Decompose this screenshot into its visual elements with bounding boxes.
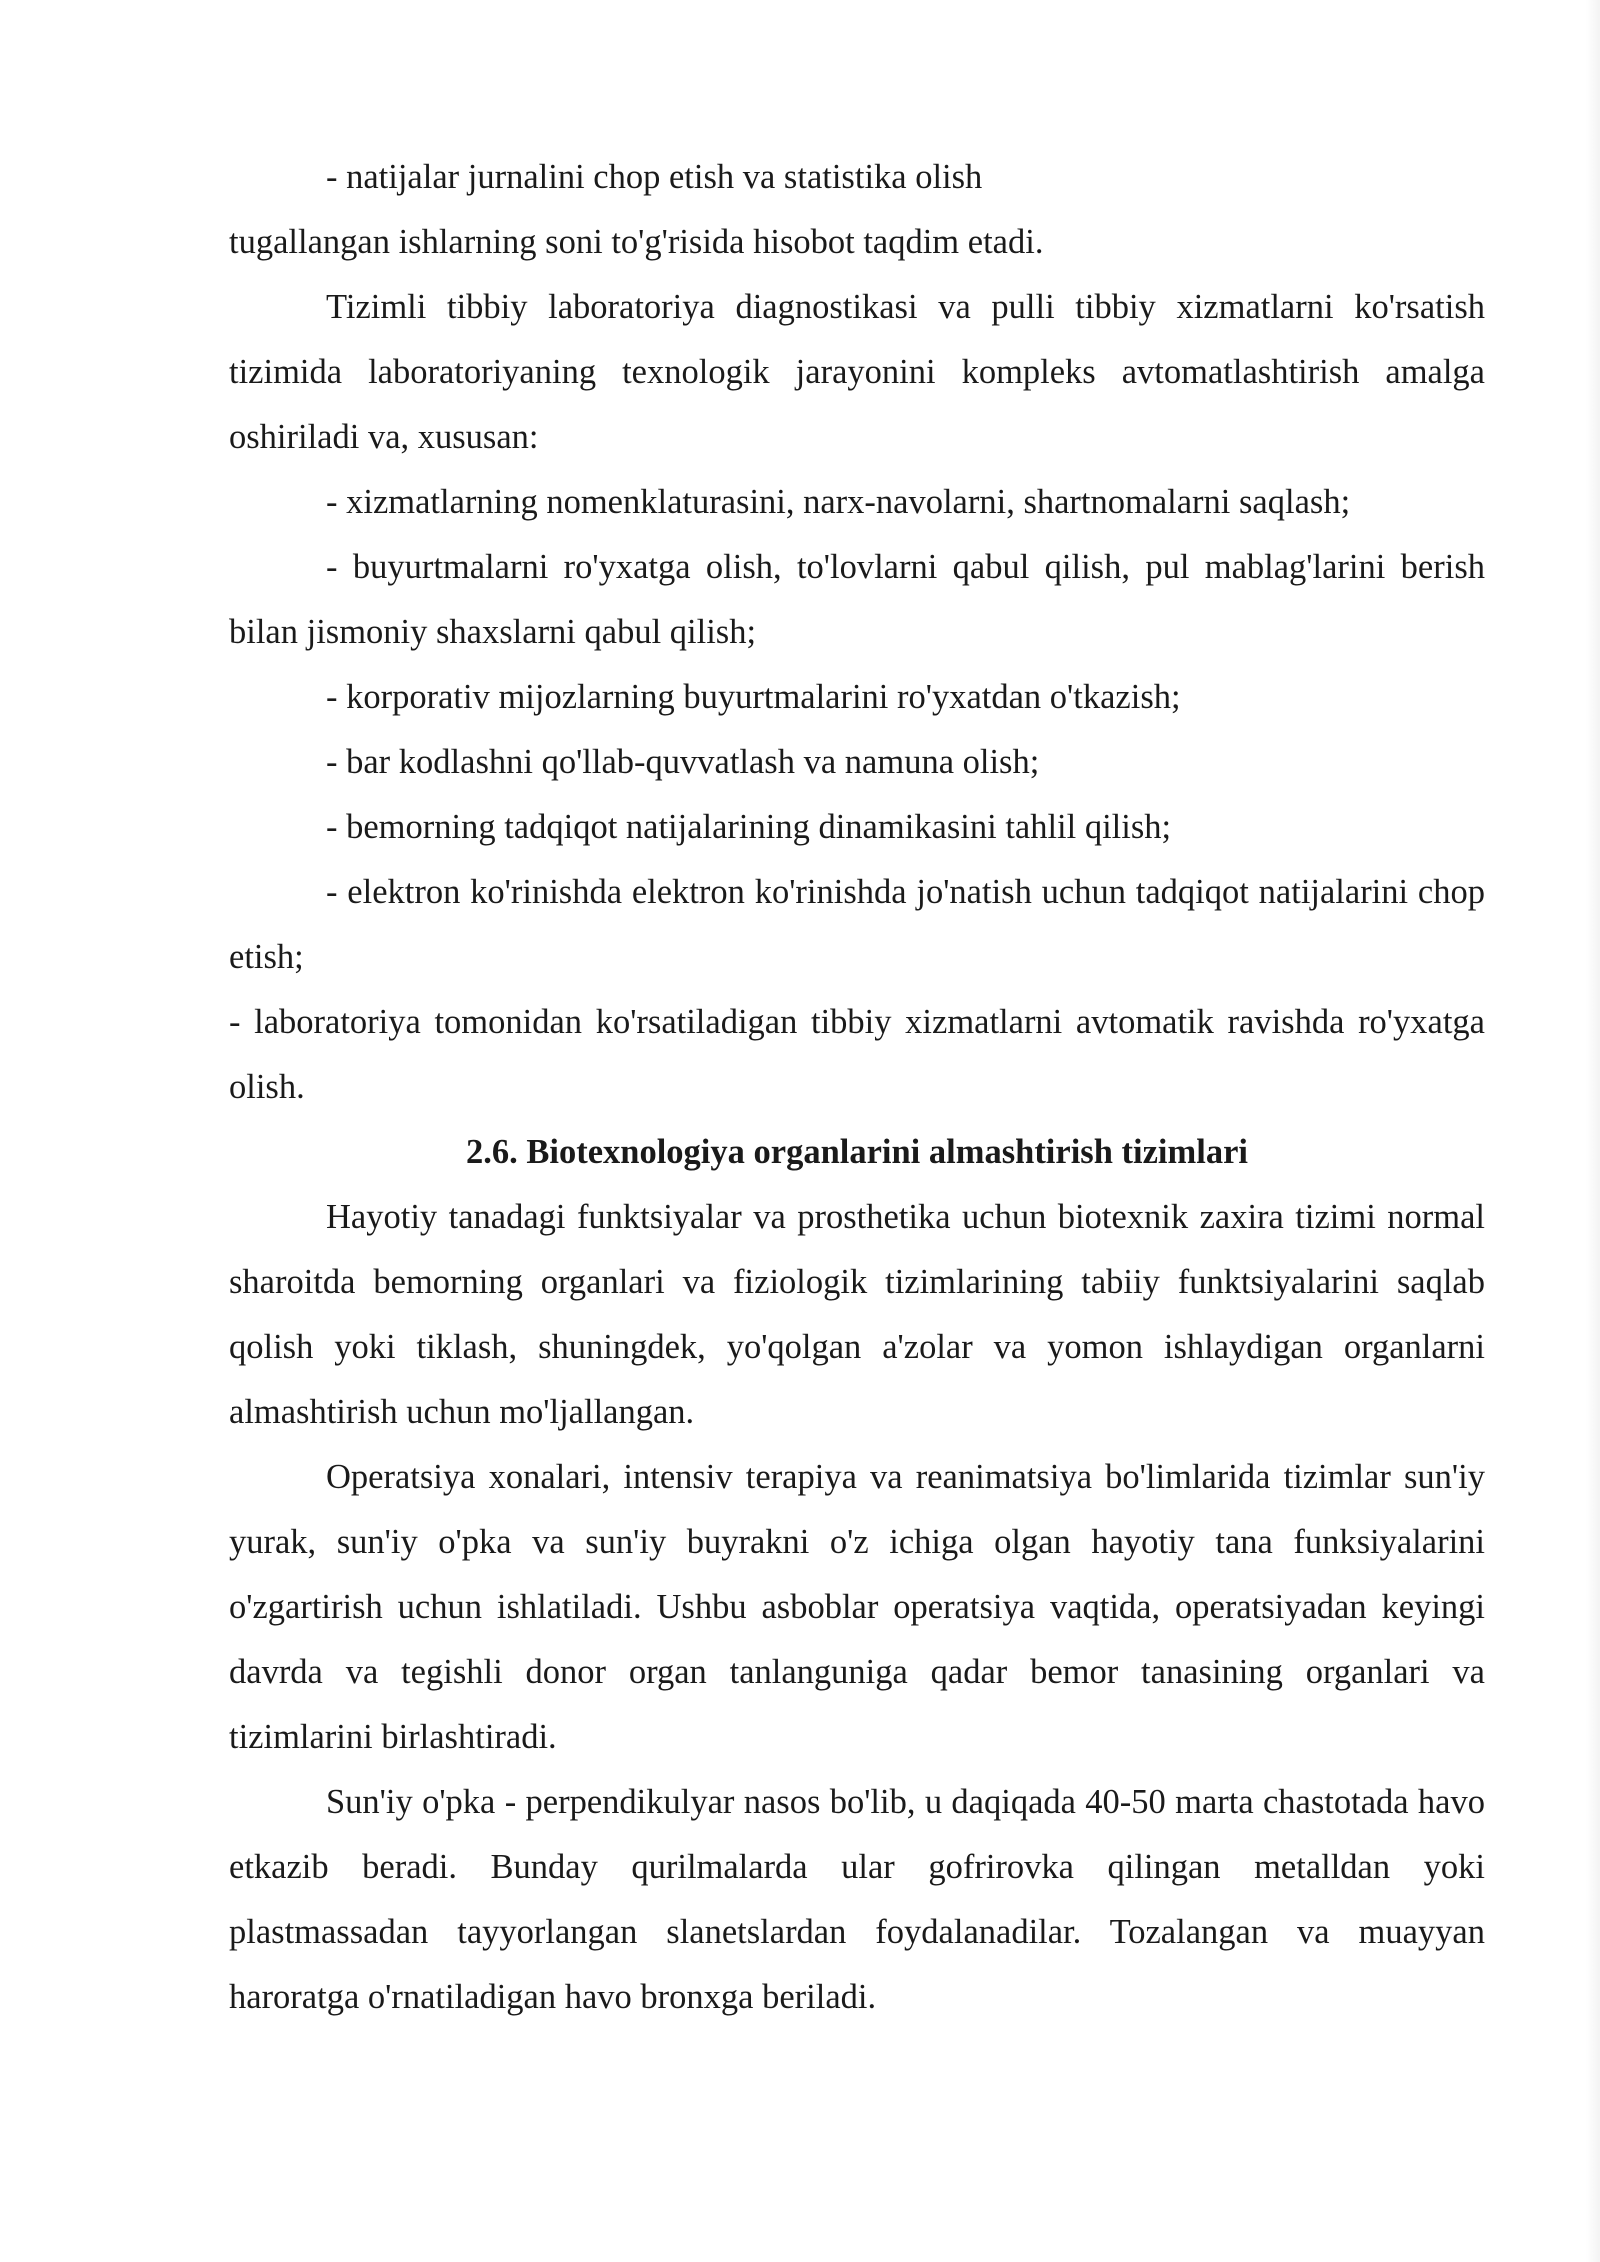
list-item-auto-register: - laboratoriya tomonidan ko'rsatiladigan tibbiy xizmatlarni avtomatik ravishda ro'yxatga olish. <box>229 1003 1485 1106</box>
list-item-barcode: - bar kodlashni qo'llab-quvvatlash va namuna olish; <box>326 743 1040 781</box>
list-item-nomenclature: - xizmatlarning nomenklaturasini, narx-navolarni, shartnomalarni saqlash; <box>326 483 1351 521</box>
paragraph-operating-rooms: Operatsiya xonalari, intensiv terapiya va reanimatsiya bo'limlarida tizimlar sun'iy yurak, sun'iy o'pka va sun'iy buyrakni o'z ichiga olgan hayotiy tana funksiyalarini o'zgartirish uchun ishlatiladi. Ushbu asboblar operatsiya vaqtida, operatsiyadan keyingi davrda va tegishli donor organ tanlanguniga qadar bemor tanasining organlari va tizimlarini birlashtiradi. <box>229 1458 1485 1756</box>
document-page <box>229 145 1485 2030</box>
section-heading: 2.6. Biotexnologiya organlarini almashtirish tizimlari <box>466 1133 1248 1171</box>
paragraph-intro: Tizimli tibbiy laboratoriya diagnostikasi va pulli tibbiy xizmatlarni ko'rsatish tizimida laboratoriyaning texnologik jarayonini kompleks avtomatlashtirish amalga oshiriladi va, xususan: <box>229 288 1485 456</box>
paragraph-artificial-lung: Sun'iy o'pka - perpendikulyar nasos bo'lib, u daqiqada 40-50 marta chastotada havo etkazib beradi. Bunday qurilmalarda ular gofrirovka qilingan metalldan yoki plastmassadan tayyorlangan slanetslardan foydalanadilar. Tozalangan va muayyan haroratga o'rnatiladigan havo bronxga beriladi. <box>229 1783 1485 2016</box>
list-item-results-journal: - natijalar jurnalini chop etish va statistika olish <box>326 158 983 196</box>
text-line-report: tugallangan ishlarning soni to'g'risida hisobot taqdim etadi. <box>229 223 1044 261</box>
list-item-orders: - buyurtmalarni ro'yxatga olish, to'lovlarni qabul qilish, pul mablag'larini berish bilan jismoniy shaxslarni qabul qilish; <box>229 548 1485 651</box>
paragraph-biotech-backup: Hayotiy tanadagi funktsiyalar va prosthetika uchun biotexnik zaxira tizimi normal sharoitda bemorning organlari va fiziologik tizimlarining tabiiy funktsiyalarini saqlab qolish yoki tiklash, shuningdek, yo'qolgan a'zolar va yomon ishlaydigan organlarni almashtirish uchun mo'ljallangan. <box>229 1198 1485 1431</box>
list-item-corporate-clients: - korporativ mijozlarning buyurtmalarini ro'yxatdan o'tkazish; <box>326 678 1181 716</box>
list-item-dynamics: - bemorning tadqiqot natijalarining dinamikasini tahlil qilish; <box>326 808 1172 846</box>
page-edge-shadow <box>1586 0 1600 2262</box>
list-item-print-results: - elektron ko'rinishda elektron ko'rinishda jo'natish uchun tadqiqot natijalarini chop etish; <box>229 873 1485 976</box>
